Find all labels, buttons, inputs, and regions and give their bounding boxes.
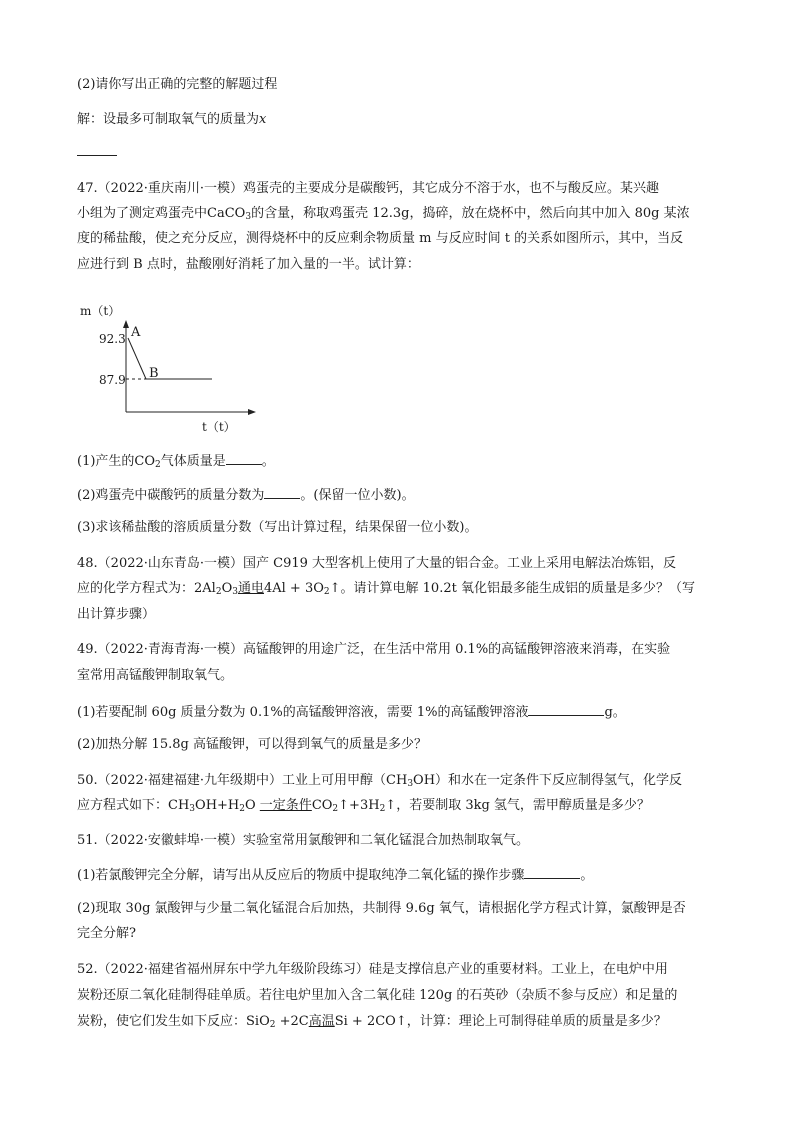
reaction-curve-ab — [128, 338, 146, 379]
point-b-label: B — [149, 366, 159, 381]
q48-line3: 出计算步骤） — [77, 607, 156, 622]
q47-line4: 应进行到 B 点时，盐酸刚好消耗了加入量的一半。试计算： — [77, 257, 420, 272]
q48-line2: 应的化学方程式为：$2Al_2O_3$通电$4Al + 3O_2↑$。请计算电解 10.2t 氧化铝最多能生成铝的质量是多少？（写 — [77, 581, 695, 597]
answer-blank — [524, 866, 580, 879]
y-tick-87-9: 87.9 — [99, 373, 126, 387]
q50-line1: 50.（2022·福建福建·九年级期中）工业上可用甲醇$(CH_3OH)$和水在一定条件下反应制得氢气，化学反 — [77, 773, 683, 789]
mass-time-graph — [74, 300, 274, 440]
q51-sub1: (1)若氯酸钾完全分解，请写出从反应后的物质中提取纯净二氧化锰的操作步骤 。 — [77, 868, 594, 883]
q47-sub3: (3)求该稀盐酸的溶质质量分数（写出计算过程，结果保留一位小数)。 — [77, 520, 478, 535]
q46-answer-blank — [77, 143, 117, 162]
q48-line1: 48.（2022·山东青岛·一模）国产 C919 大型客机上使用了大量的铝合金。工业上采用电解法冶炼铝，反 — [77, 556, 677, 571]
q52-line3: 炭粉，使它们发生如下反应：SiO$_2$ +2C高温Si + 2CO↑，计算：理论上可制得硅单质的质量是多少？ — [77, 1014, 667, 1030]
q51-sub2-line1: (2)现取 30g 氯酸钾与少量二氧化锰混合后加热，共制得 9.6g 氧气，请根据化学方程式计算，氯酸钾是否 — [77, 901, 686, 916]
answer-blank — [226, 452, 262, 465]
q46-part2: (2)请你写出正确的完整的解题过程 — [77, 77, 278, 92]
q51-sub2-line2: 完全分解? — [77, 926, 136, 941]
q47-line3: 度的稀盐酸，使之充分反应，测得烧杯中的反应剩余物质量 m 与反应时间 t 的关系如图所示，其中，当反 — [77, 231, 684, 246]
y-axis-arrow — [123, 320, 129, 328]
q52-line1: 52.（2022·福建省福州屏东中学九年级阶段练习）硅是支撑信息产业的重要材料。工业上，在电炉中用 — [77, 962, 668, 977]
q49-sub1: (1)若要配制 60g 质量分数为 0.1%的高锰酸钾溶液，需要 1%的高锰酸钾溶液 g。 — [77, 705, 626, 720]
q46-solution: 解：设最多可制取氧气的质量为x — [77, 112, 267, 127]
answer-blank — [77, 143, 117, 156]
x-axis-label: t（t） — [202, 420, 236, 434]
answer-blank — [264, 486, 300, 499]
y-tick-92-3: 92.3 — [99, 332, 126, 346]
q49-sub2: (2)加热分解 15.8g 高锰酸钾，可以得到氧气的质量是多少？ — [77, 737, 427, 752]
y-axis-label: m（t） — [80, 304, 121, 318]
q47-sub1: (1)产生的$CO_2$气体质量是 。 — [77, 454, 275, 470]
q50-line2: 应方程式如下：$CH_3OH+H_2O$ 一定条件$CO_2↑+3H_2↑$，若要制取 3kg 氢气，需甲醇质量是多少？ — [77, 798, 650, 814]
q49-line1: 49.（2022·青海青海·一模）高锰酸钾的用途广泛，在生活中常用 0.1%的高锰酸钾溶液来消毒，在实验 — [77, 642, 671, 657]
q47-line1: 47.（2022·重庆南川·一模）鸡蛋壳的主要成分是碳酸钙，其它成分不溶于水，也不与酸反应。某兴趣 — [77, 181, 660, 196]
point-a-label: A — [131, 325, 141, 340]
x-axis-arrow — [248, 409, 256, 415]
answer-blank — [528, 703, 604, 716]
q47-line2: 小组为了测定鸡蛋壳中CaCO$_3$的含量，称取鸡蛋壳 12.3g，捣碎，放在烧杯中，然后向其中加入 80g 某浓 — [77, 206, 690, 222]
q52-line2: 炭粉还原二氧化硅制得硅单质。若往电炉里加入含二氧化硅 120g 的石英砂（杂质不参与反应）和足量的 — [77, 988, 678, 1003]
q51-line1: 51.（2022·安徽蚌埠·一模）实验室常用氯酸钾和二氧化锰混合加热制取氧气。 — [77, 833, 530, 848]
q47-sub2: (2)鸡蛋壳中碳酸钙的质量分数为 。(保留一位小数)。 — [77, 488, 415, 503]
q49-line2: 室常用高锰酸钾制取氧气。 — [77, 668, 234, 683]
